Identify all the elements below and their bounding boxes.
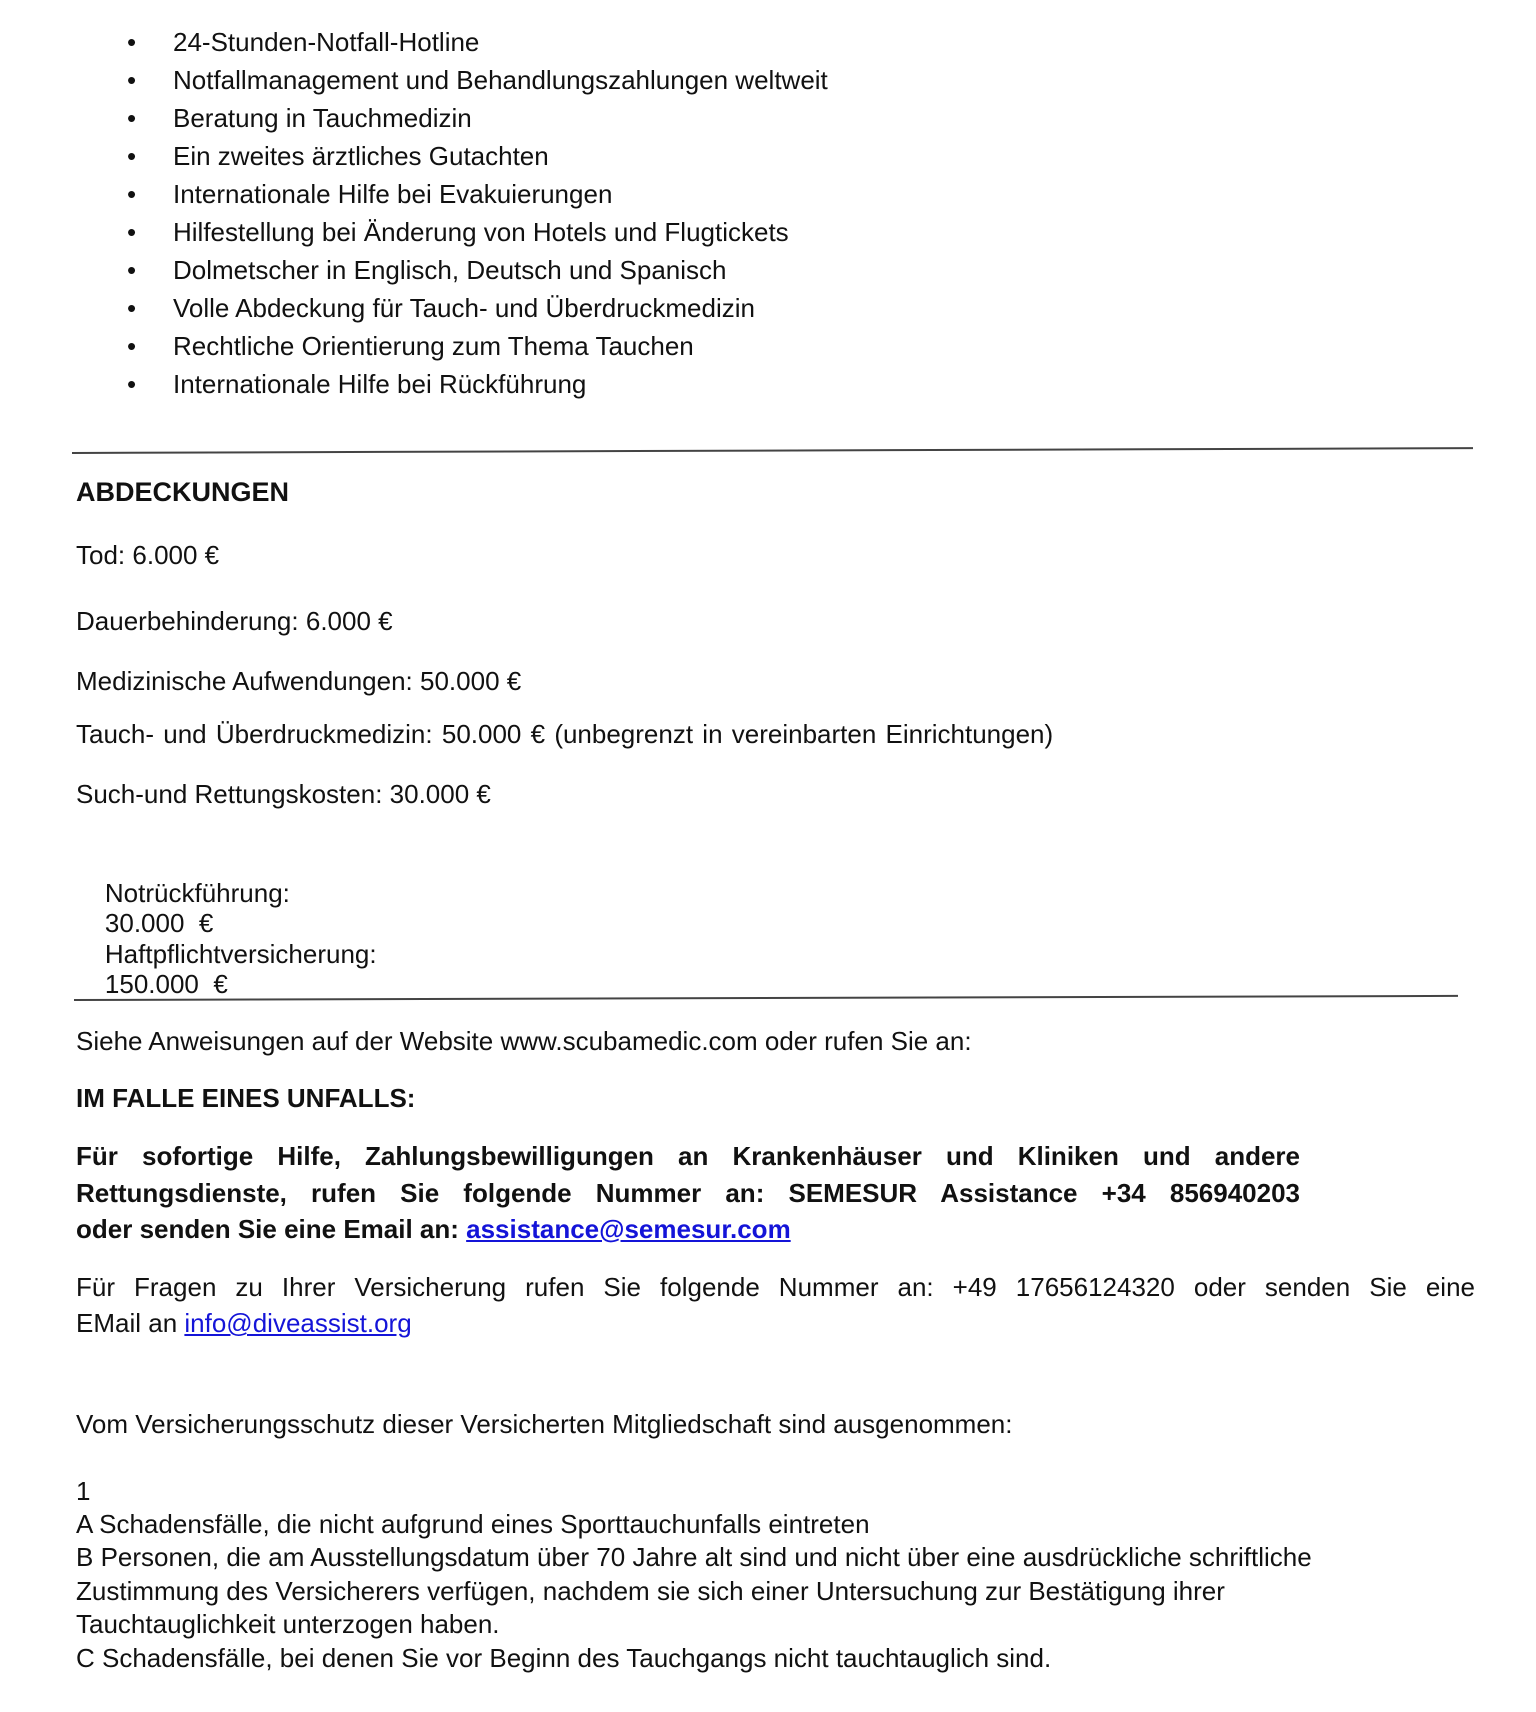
list-item: • Ein zweites ärztliches Gutachten [127, 141, 549, 171]
coverage-heading: ABDECKUNGEN [76, 477, 290, 507]
list-item: • Hilfestellung bei Änderung von Hotels und Flugtickets [127, 217, 789, 247]
exclusion-line: A Schadensfälle, die nicht aufgrund eines Sporttauchunfalls eintreten [76, 1509, 870, 1539]
bullet-icon: • [127, 27, 137, 57]
emergency-text-line: Für sofortige Hilfe, Zahlungsbewilligungen an Krankenhäuser und Kliniken und andere [76, 1141, 1300, 1171]
accident-heading: IM FALLE EINES UNFALLS: [76, 1083, 416, 1113]
questions-email-line: EMail an info@diveassist.org [76, 1308, 412, 1338]
questions-text-line: Für Fragen zu Ihrer Versicherung rufen Sie folgende Nummer an: +49 17656124320 oder senden Sie eine [76, 1272, 1475, 1302]
bullet-icon: • [127, 65, 137, 95]
bullet-icon: • [127, 103, 137, 133]
bullet-icon: • [127, 141, 137, 171]
coverage-amount: 50.000 € [420, 666, 522, 696]
list-item: • Internationale Hilfe bei Evakuierungen [127, 179, 613, 209]
bullet-icon: • [127, 255, 137, 285]
coverage-amount: 30.000 € [104, 908, 214, 938]
exclusion-line: Zustimmung des Versicherers verfügen, nachdem sie sich einer Untersuchung zur Bestätigung ihrer [76, 1576, 1225, 1606]
exclusion-line: B Personen, die am Ausstellungsdatum über 70 Jahre alt sind und nicht über eine ausdrückliche schriftliche [76, 1542, 1312, 1572]
coverage-amount: 50.000 € [441, 719, 546, 749]
coverage-item: Dauerbehinderung: 6.000 € [76, 606, 393, 636]
coverage-item: Haftpflichtversicherung: 150.000 € [104, 939, 377, 999]
emergency-email-line: oder senden Sie eine Email an: assistance@semesur.com [76, 1214, 791, 1244]
coverage-item: Tod: 6.000 € [76, 540, 220, 570]
list-item: • Beratung in Tauchmedizin [127, 103, 472, 133]
questions-email-link[interactable]: info@diveassist.org [184, 1308, 412, 1338]
coverage-note: (unbegrenzt in vereinbarten Einrichtungen) [554, 719, 1054, 749]
coverage-amount: 6.000 € [132, 540, 220, 570]
coverage-item: Such-und Rettungskosten: 30.000 € [76, 779, 491, 809]
bullet-icon: • [127, 331, 137, 361]
emergency-email-link[interactable]: assistance@semesur.com [466, 1214, 791, 1244]
coverage-amount: 6.000 € [305, 606, 393, 636]
list-item: • Rechtliche Orientierung zum Thema Tauchen [127, 331, 694, 361]
list-item: • Notfallmanagement und Behandlungszahlungen weltweit [127, 65, 828, 95]
list-item: • Internationale Hilfe bei Rückführung [127, 369, 587, 399]
bullet-icon: • [127, 293, 137, 323]
emergency-text-line: Rettungsdienste, rufen Sie folgende Nummer an: SEMESUR Assistance +34 856940203 [76, 1178, 1300, 1208]
instructions-text: Siehe Anweisungen auf der Website www.scubamedic.com oder rufen Sie an: [76, 1026, 972, 1056]
coverage-item: Medizinische Aufwendungen: 50.000 € [76, 666, 522, 696]
section-divider [74, 995, 1458, 1001]
bullet-icon: • [127, 179, 137, 209]
list-item: • Volle Abdeckung für Tauch- und Überdruckmedizin [127, 293, 755, 323]
exclusions-intro: Vom Versicherungsschutz dieser Versicherten Mitgliedschaft sind ausgenommen: [76, 1409, 1013, 1439]
exclusion-line: C Schadensfälle, bei denen Sie vor Beginn des Tauchgangs nicht tauchtauglich sind. [76, 1643, 1052, 1673]
coverage-item: Tauch- und Überdruckmedizin: 50.000 € (unbegrenzt in vereinbarten Einrichtungen) [76, 719, 1054, 749]
section-divider [72, 447, 1473, 454]
coverage-amount: 30.000 € [389, 779, 491, 809]
coverage-amount: 150.000 € [104, 969, 228, 999]
exclusion-line: Tauchtauglichkeit unterzogen haben. [76, 1609, 500, 1639]
list-item: • 24-Stunden-Notfall-Hotline [127, 27, 480, 57]
exclusions-number: 1 [76, 1476, 91, 1506]
coverage-item: Notrückführung: 30.000 € [104, 878, 290, 938]
list-item: • Dolmetscher in Englisch, Deutsch und Spanisch [127, 255, 727, 285]
bullet-icon: • [127, 217, 137, 247]
bullet-icon: • [127, 369, 137, 399]
